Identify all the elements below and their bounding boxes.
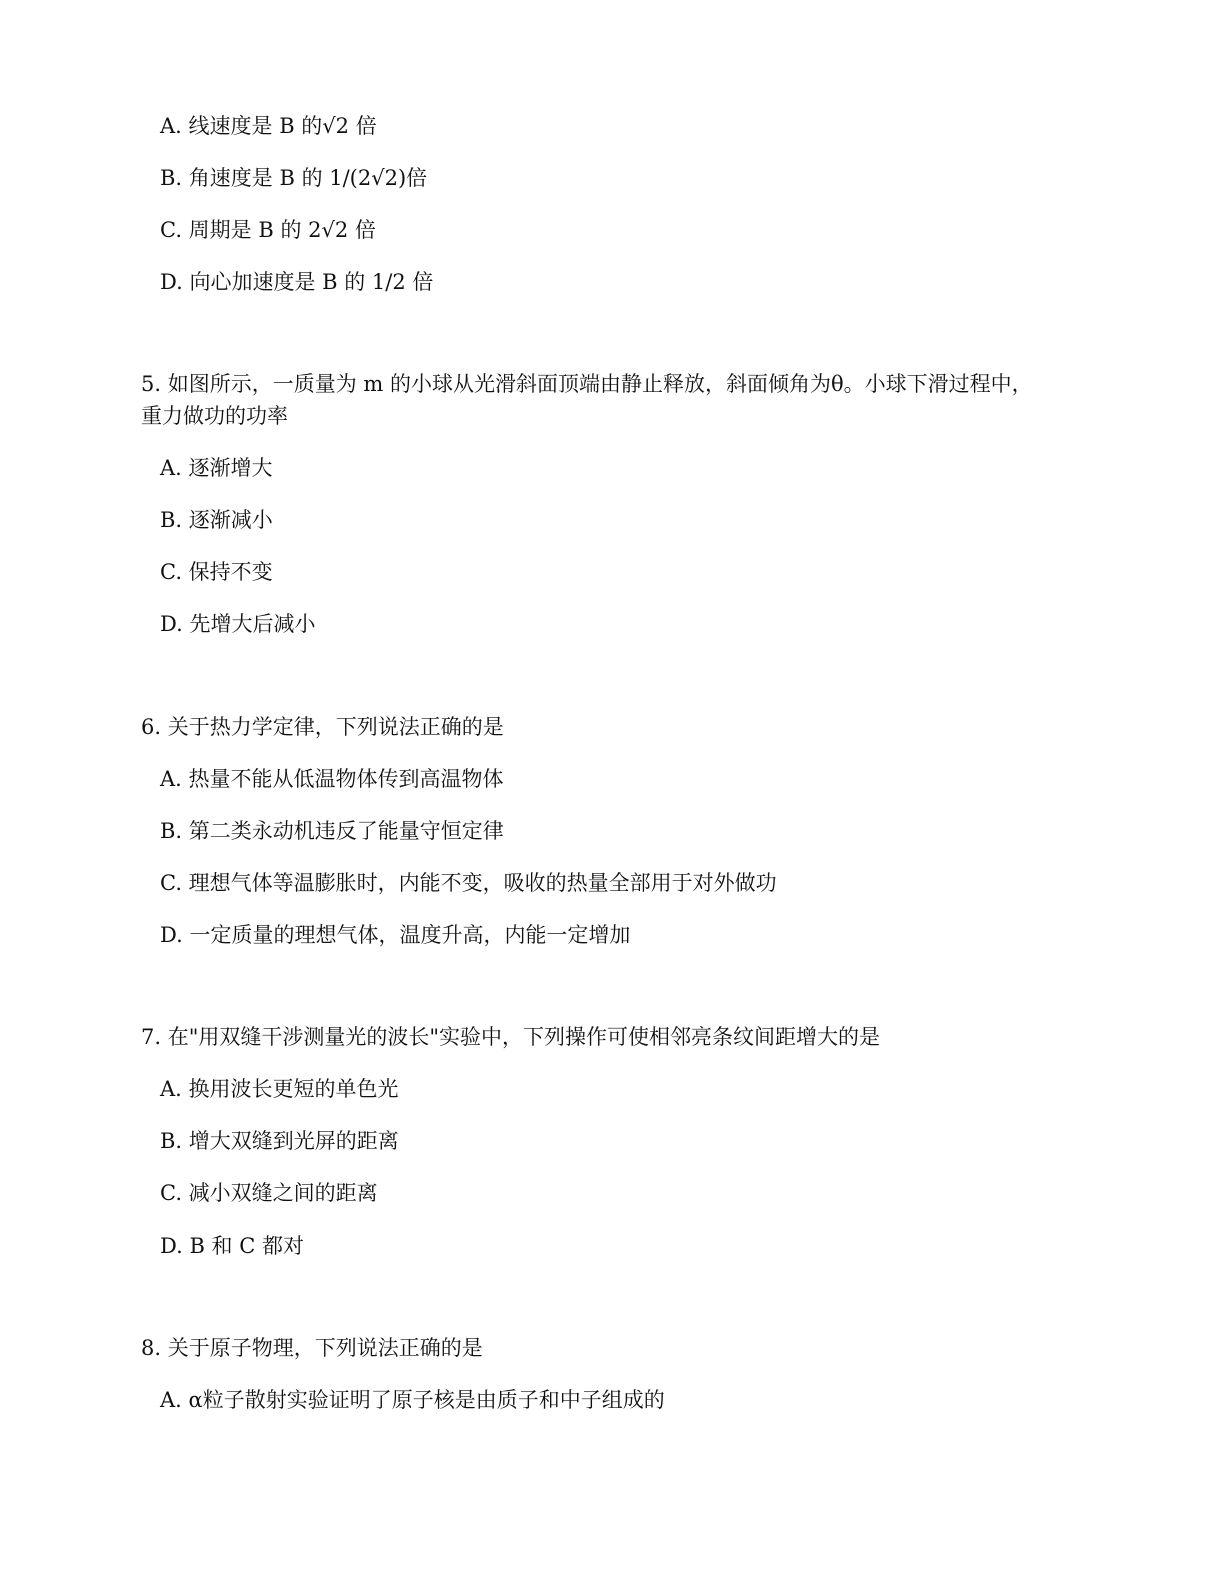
q5-stem-line-2: 重力做功的功率 bbox=[141, 404, 288, 428]
q6-option-b: B. 第二类永动机违反了能量守恒定律 bbox=[160, 819, 504, 843]
q5-option-b: B. 逐渐减小 bbox=[160, 508, 273, 532]
q8-option-a: A. α粒子散射实验证明了原子核是由质子和中子组成的 bbox=[160, 1388, 665, 1412]
q4-option-d: D. 向心加速度是 B 的 1/2 倍 bbox=[160, 270, 434, 294]
q4-option-b: B. 角速度是 B 的 1/(2√2)倍 bbox=[160, 166, 428, 190]
q5-option-c: C. 保持不变 bbox=[160, 560, 273, 584]
q5-stem-line-1: 5. 如图所示，一质量为 m 的小球从光滑斜面顶端由静止释放，斜面倾角为θ。小球下滑过程中， bbox=[141, 372, 1033, 396]
q6-option-a: A. 热量不能从低温物体传到高温物体 bbox=[160, 767, 504, 791]
q7-option-c: C. 减小双缝之间的距离 bbox=[160, 1181, 378, 1205]
q4-option-c: C. 周期是 B 的 2√2 倍 bbox=[160, 218, 376, 242]
q5-option-d: D. 先增大后减小 bbox=[160, 612, 316, 636]
q6-option-d: D. 一定质量的理想气体，温度升高，内能一定增加 bbox=[160, 923, 631, 947]
q7-stem: 7. 在"用双缝干涉测量光的波长"实验中，下列操作可使相邻亮条纹间距增大的是 bbox=[141, 1025, 881, 1049]
q7-option-b: B. 增大双缝到光屏的距离 bbox=[160, 1129, 399, 1153]
q8-stem: 8. 关于原子物理，下列说法正确的是 bbox=[141, 1336, 483, 1360]
q7-option-d: D. B 和 C 都对 bbox=[160, 1234, 304, 1258]
q6-option-c: C. 理想气体等温膨胀时，内能不变，吸收的热量全部用于对外做功 bbox=[160, 871, 777, 895]
q5-option-a: A. 逐渐增大 bbox=[160, 456, 273, 480]
q7-option-a: A. 换用波长更短的单色光 bbox=[160, 1077, 399, 1101]
q4-option-a: A. 线速度是 B 的√2 倍 bbox=[160, 114, 377, 138]
q6-stem: 6. 关于热力学定律，下列说法正确的是 bbox=[141, 715, 504, 739]
